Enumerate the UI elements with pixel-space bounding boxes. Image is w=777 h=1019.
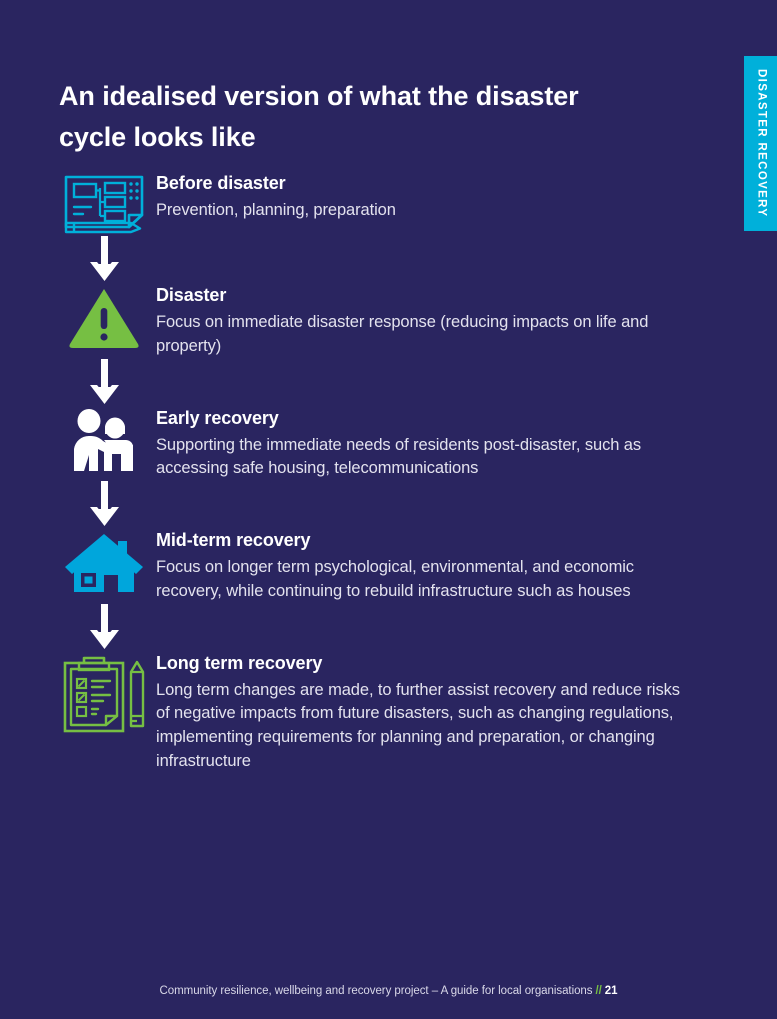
arrow-down-icon [88,481,121,529]
arrow-down-icon [88,359,121,407]
stage-long-term-recovery [0,652,777,774]
stage-title: Long term recovery [156,652,323,673]
stage-text [154,529,777,604]
disaster-cycle-list [0,172,777,774]
stage-text [154,284,777,359]
stage-title: Disaster [156,285,227,305]
two-people-supporting-icon [54,407,154,471]
house-icon [54,529,154,593]
stage-title: Before disaster [156,173,286,193]
footer-separator: // [595,985,602,997]
stage-title: Mid-term recovery [156,530,311,551]
arrow-down-icon [88,604,121,652]
stage-text [154,172,777,223]
stage-title: Early recovery [156,407,279,428]
footer [0,985,777,997]
clipboard-checklist-icon [54,652,154,734]
stage-before-disaster [0,172,777,236]
stage-text [154,407,777,482]
stage-description: Prevention, planning, preparation [156,201,396,220]
stage-description: Focus on immediate disaster response (reducing impacts on life and property) [156,313,649,355]
connector-arrow-3 [0,481,777,529]
stage-description: Supporting the immediate needs of residents post-disaster, such as accessing safe housing, telecommunications [156,435,642,478]
arrow-down-icon [88,236,121,284]
footer-page-number: 21 [604,985,618,997]
stage-text [154,652,777,774]
warning-triangle-icon [54,284,154,350]
stage-disaster [0,284,777,359]
side-tab-label: DISASTER RECOVERY [755,69,768,218]
footer-text: Community resilience, wellbeing and recovery project – A guide for local organisations [159,985,593,997]
connector-arrow-4 [0,604,777,652]
stage-description: Focus on longer term psychological, environmental, and economic recovery, while continuing to rebuild infrastructure such as houses [156,558,634,600]
stage-description: Long term changes are made, to further assist recovery and reduce risks of negative impacts from future disasters, such as changing regulations, implementing requirements for planning and preparation, or changing infrastructure [156,680,680,770]
page-title: An idealised version of what the disaster cycle looks like [59,81,579,153]
connector-arrow-2 [0,359,777,407]
connector-arrow-1 [0,236,777,284]
planning-document-icon [54,172,154,236]
stage-early-recovery [0,407,777,482]
stage-mid-term-recovery [0,529,777,604]
